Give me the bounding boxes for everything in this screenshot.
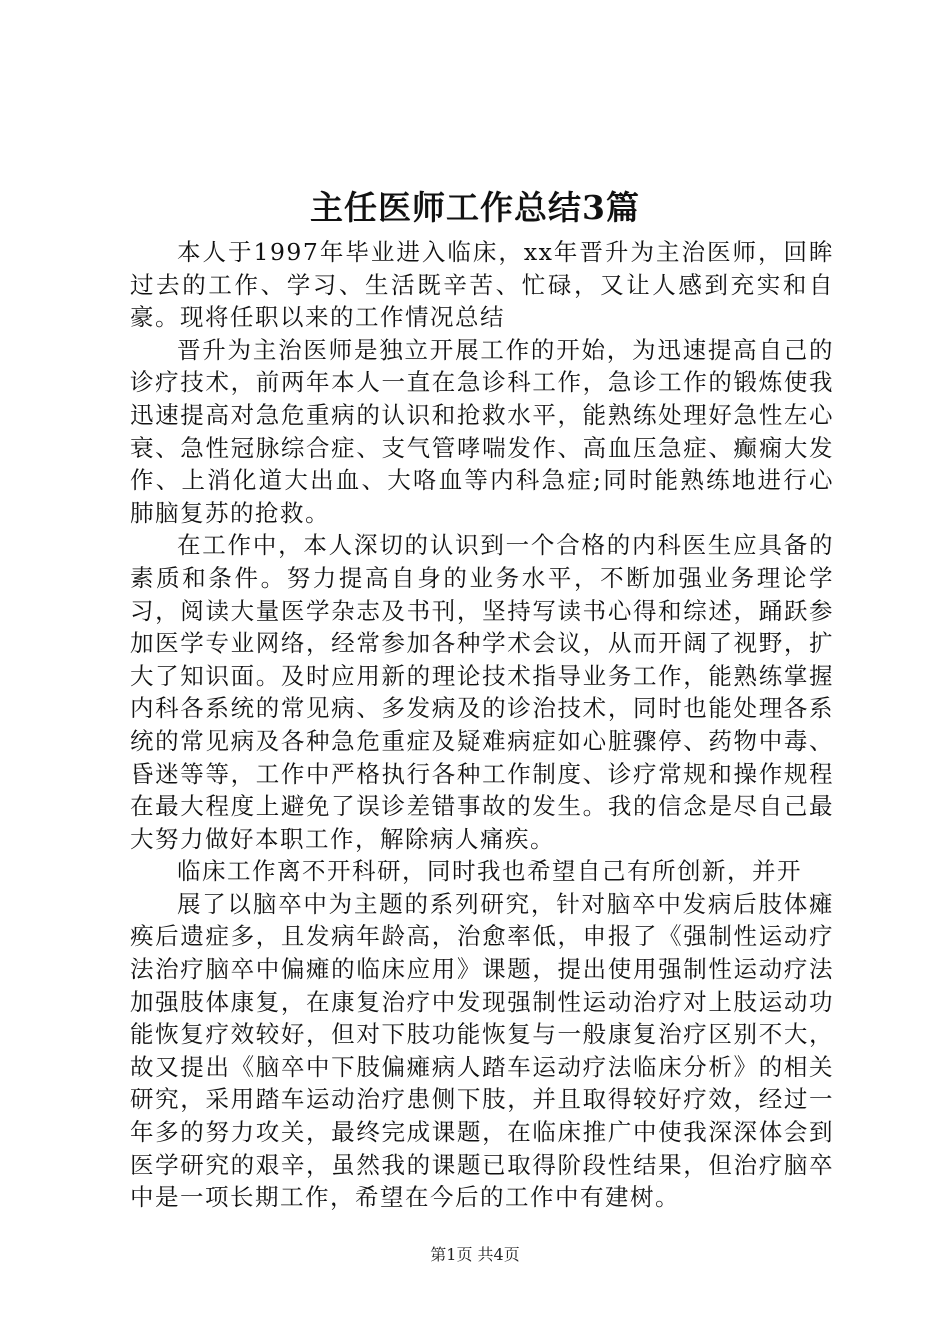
paragraph-professional-growth: 在工作中，本人深切的认识到一个合格的内科医生应具备的素质和条件。努力提高自身的业务水平，不断加强业务理论学习，阅读大量医学杂志及书刊，坚持写读书心得和综述，踊跃参加医学专业网络，经常参加各种学术会议，从而开阔了视野，扩大了知识面。及时应用新的理论技术指导业务工作，能熟练掌握内科各系统的常见病、多发病及的诊治技术，同时也能处理各系统的常见病及各种急危重症及疑难病症如心脏骤停、药物中毒、昏迷等等，工作中严格执行各种工作制度、诊疗常规和操作规程在最大程度上避免了误诊差错事故的发生。我的信念是尽自己最大努力做好本职工作，解除病人痛疾。 bbox=[130, 531, 834, 853]
document-body bbox=[130, 236, 834, 1214]
paragraph-research-intro: 临床工作离不开科研，同时我也希望自己有所创新，并开 bbox=[177, 857, 802, 886]
page-footer: 第1页 共4页 bbox=[430, 1245, 520, 1264]
paragraph-intro: 本人于1997年毕业进入临床，xx年晋升为主治医师，回眸过去的工作、学习、生活既辛苦、忙碌，又让人感到充实和自豪。现将任职以来的工作情况总结 bbox=[130, 238, 834, 332]
document-title: 主任医师工作总结3篇 bbox=[310, 188, 640, 227]
paragraph-emergency-work: 晋升为主治医师是独立开展工作的开始，为迅速提高自己的诊疗技术，前两年本人一直在急诊科工作，急诊工作的锻炼使我迅速提高对急危重病的认识和抢救水平，能熟练处理好急性左心衰、急性冠脉综合症、支气管哮喘发作、高血压急症、癫痫大发作、上消化道大出血、大咯血等内科急症;同时能熟练地进行心肺脑复苏的抢救。 bbox=[130, 335, 834, 527]
paragraph-research-details: 展了以脑卒中为主题的系列研究，针对脑卒中发病后肢体瘫痪后遗症多，且发病年龄高，治愈率低，申报了《强制性运动疗法治疗脑卒中偏瘫的临床应用》课题，提出使用强制性运动疗法加强肢体康复，在康复治疗中发现强制性运动治疗对上肢运动功能恢复疗效较好，但对下肢功能恢复与一般康复治疗区别不大，故又提出《脑卒中下肢偏瘫病人踏车运动疗法临床分析》的相关研究，采用踏车运动治疗患侧下肢，并且取得较好疗效，经过一年多的努力攻关，最终完成课题，在临床推广中使我深深体会到医学研究的艰辛，虽然我的课题已取得阶段性结果，但治疗脑卒中是一项长期工作，希望在今后的工作中有建树。 bbox=[130, 889, 834, 1212]
